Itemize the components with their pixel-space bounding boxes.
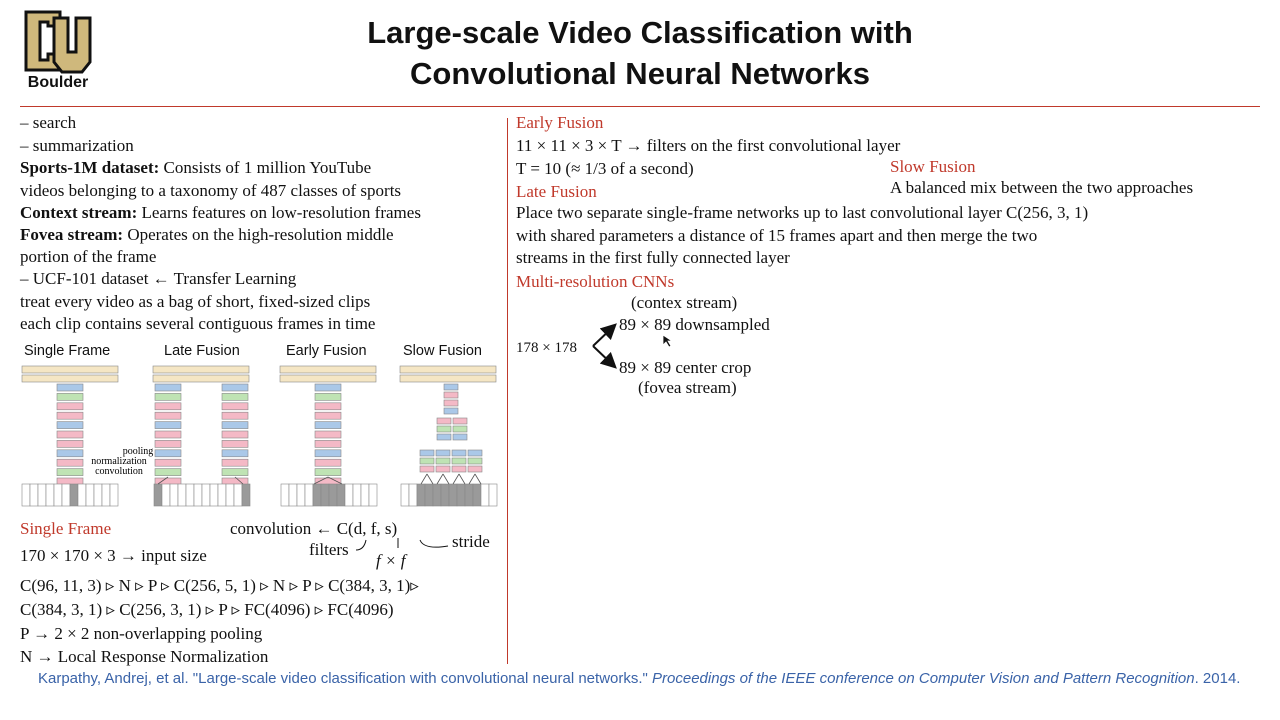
slow-fusion-layer [452,466,466,472]
slow-fusion-layer [420,458,434,464]
single-frame-layer [57,431,83,438]
single-frame-heading: Single Frame [20,519,112,538]
late-fusion-layer [222,469,248,476]
context-text: Learns features on low-resolution frames [141,203,421,222]
sl-link [459,474,465,484]
frame [154,484,162,506]
center-crop-label: 89 × 89 center crop [619,358,752,377]
late-fusion-layer [222,403,248,410]
frame [210,484,218,506]
frame [361,484,369,506]
late-fusion-layer [222,422,248,429]
frame [70,484,78,506]
sports-line-1 [20,157,371,179]
fovea-line-1 [20,224,394,246]
slow-fusion-layer [420,450,434,456]
early-fusion-layer [315,412,341,419]
late-fusion-layer [222,459,248,466]
early-fusion-layer [315,450,341,457]
early-fusion-heading: Early Fusion [516,113,604,132]
frame [46,484,54,506]
conv-definition: convolution ← C(d, f, s) [230,519,398,538]
late-fusion-layer [155,450,181,457]
late-fusion-layer [222,412,248,419]
frame [30,484,38,506]
pooling-line: P → 2 × 2 non-overlapping pooling [20,624,263,643]
slow-fusion-layer [453,418,467,424]
frame [417,484,425,506]
filters-label: filters [309,540,349,559]
frame [297,484,305,506]
early-fusion-layer [315,431,341,438]
frame [409,484,417,506]
stride-label: stride [452,532,490,551]
late-fusion-line-1: Place two separate single-frame networks up to last convolutional layer C(256, 3, 1) [516,203,1089,222]
fovea-line-2: portion of the frame [20,247,157,266]
slow-fusion-layer [453,426,467,432]
frame [313,484,321,506]
architecture-line-2: C(384, 3, 1) ▹ C(256, 3, 1) ▹ P ▹ FC(4096) ▹ FC(4096) [20,600,394,619]
frame [369,484,377,506]
contex-stream-label: (contex stream) [631,293,738,312]
single-frame-layer [57,440,83,447]
diagram-label-slow-fusion: Slow Fusion [403,343,482,359]
frame [22,484,30,506]
slow-fusion-layer [452,458,466,464]
frame [473,484,481,506]
late-fusion-layer [222,393,248,400]
architecture-line-1: C(96, 11, 3) ▹ N ▹ P ▹ C(256, 5, 1) ▹ N ▹ P ▹ C(384, 3, 1)▹ [20,576,419,595]
multi-resolution-heading: Multi-resolution CNNs [516,272,675,291]
frame [489,484,497,506]
early-fusion-line-1: 11 × 11 × 3 × T → filters on the first convolutional layer [516,136,901,155]
slow-fusion-layer [436,458,450,464]
frame [94,484,102,506]
slow-fusion-layer [444,400,458,406]
slow-fusion-layer [468,450,482,456]
sl-link [453,474,459,484]
slow-fusion-layer [444,408,458,414]
frame [170,484,178,506]
fc-layer [153,366,249,373]
slow-fusion-layer [453,434,467,440]
fc-layer [400,366,496,373]
late-fusion-layer [155,422,181,429]
split-arrows [590,318,622,374]
frame [449,484,457,506]
early-fusion-layer [315,393,341,400]
late-fusion-layer [155,440,181,447]
frame [202,484,210,506]
conv-brace-lines [350,536,460,556]
late-fusion-heading: Late Fusion [516,182,597,201]
fovea-text-1: Operates on the high-resolution middle [127,225,394,244]
title-line-1: Large-scale Video Classification with [367,15,913,50]
late-fusion-layer [222,450,248,457]
frame [38,484,46,506]
filter-size-fxf: f × f [376,551,406,570]
slow-fusion-layer [437,418,451,424]
frame [226,484,234,506]
late-fusion-layer [222,431,248,438]
late-fusion-layer [155,431,181,438]
frame [353,484,361,506]
single-frame-layer [57,422,83,429]
frame [178,484,186,506]
frame [433,484,441,506]
frame [218,484,226,506]
slow-fusion-layer [444,384,458,390]
slow-fusion-layer [437,434,451,440]
cu-boulder-logo [20,8,96,94]
citation-venue: Proceedings of the IEEE conference on Computer Vision and Pattern Recognition [652,670,1195,687]
late-fusion-layer [155,393,181,400]
bullet-search: – search [20,113,77,132]
frame [457,484,465,506]
slow-fusion-layer [436,450,450,456]
late-fusion-layer [155,412,181,419]
diagram-label-single-frame: Single Frame [24,343,111,359]
slow-fusion-layer [468,458,482,464]
fc-layer [400,375,496,382]
ucf-line: – UCF-101 dataset ← Transfer Learning [20,269,297,288]
citation [38,669,1258,689]
single-frame-layer [57,403,83,410]
frame [281,484,289,506]
single-frame-layer [57,393,83,400]
late-fusion-layer [155,459,181,466]
fovea-stream-label: (fovea stream) [638,378,737,397]
late-fusion-layer [155,469,181,476]
legend-pooling: pooling [122,446,154,457]
late-fusion-line-3: streams in the first fully connected layer [516,248,790,267]
logo-text: Boulder [27,74,89,91]
slow-fusion-layer [420,466,434,472]
fc-layer [280,375,376,382]
frame [186,484,194,506]
early-fusion-line-2: T = 10 (≈ 1/3 of a second) [516,159,694,178]
frame [329,484,337,506]
slow-fusion-layer [452,450,466,456]
slow-fusion-text: A balanced mix between the two approaches [890,178,1194,197]
sl-link [427,474,433,484]
frame [54,484,62,506]
frame [289,484,297,506]
early-fusion-layer [315,440,341,447]
fusion-diagram [0,360,508,512]
sl-link [437,474,443,484]
single-frame-layer [57,450,83,457]
citation-authors: Karpathy, Andrej, et al. "Large-scale video classification with convolutional neural networks." [38,670,648,687]
late-fusion-line-2: with shared parameters a distance of 15 frames apart and then merge the two [516,226,1038,245]
frame [305,484,313,506]
input-size-line: 170 × 170 × 3 → input size [20,546,207,565]
late-fusion-layer [155,403,181,410]
fovea-label: Fovea stream: [20,225,124,244]
slow-fusion-layer [468,466,482,472]
header-divider [20,106,1260,107]
slow-fusion-heading: Slow Fusion [890,157,976,176]
sports-line-2: videos belonging to a taxonomy of 487 classes of sports [20,181,402,200]
slow-fusion-layer [437,426,451,432]
frame [110,484,118,506]
sports-label: Sports-1M dataset: [20,158,160,177]
single-frame-layer [57,384,83,391]
sl-link [421,474,427,484]
frame [481,484,489,506]
fc-layer [280,366,376,373]
citation-year: . 2014. [1194,670,1241,687]
late-fusion-layer [222,384,248,391]
slide-title [240,12,1040,94]
sl-link [443,474,449,484]
single-frame-layer [57,412,83,419]
early-fusion-layer [315,469,341,476]
sports-text-1: Consists of 1 million YouTube [163,158,372,177]
frame [465,484,473,506]
frame [441,484,449,506]
frame [242,484,250,506]
slow-fusion-layer [436,466,450,472]
early-fusion-layer [315,384,341,391]
early-fusion-layer [315,459,341,466]
early-fusion-layer [315,403,341,410]
late-fusion-layer [222,440,248,447]
single-frame-layer [57,459,83,466]
frame [234,484,242,506]
sl-link [469,474,475,484]
fc-layer [153,375,249,382]
frame [337,484,345,506]
fc-layer [22,366,118,373]
early-fusion-layer [315,422,341,429]
downsampled-label: 89 × 89 downsampled [619,315,770,334]
bullet-summarization: – summarization [20,136,134,155]
mouse-cursor-icon [662,334,674,348]
context-line [20,202,421,224]
context-label: Context stream: [20,203,138,222]
fc-layer [22,375,118,382]
clip-line-2: each clip contains several contiguous frames in time [20,314,376,333]
title-line-2: Convolutional Neural Networks [410,56,870,91]
frame [86,484,94,506]
single-frame-layer [57,469,83,476]
normalization-line: N → Local Response Normalization [20,647,269,666]
frame [162,484,170,506]
frame [78,484,86,506]
frame [321,484,329,506]
clip-line-1: treat every video as a bag of short, fixed-sized clips [20,292,371,311]
diagram-label-late-fusion: Late Fusion [164,343,240,359]
late-fusion-layer [155,384,181,391]
slow-fusion-layer [444,392,458,398]
diagram-label-early-fusion: Early Fusion [286,343,367,359]
frame [194,484,202,506]
frame [401,484,409,506]
legend-normalization: normalization [91,456,147,467]
input-resolution: 178 × 178 [516,340,577,356]
frame [425,484,433,506]
frame [102,484,110,506]
frame [62,484,70,506]
legend-convolution: convolution [95,466,143,477]
cu-logo-icon [20,8,96,78]
frame [345,484,353,506]
sl-link [475,474,481,484]
